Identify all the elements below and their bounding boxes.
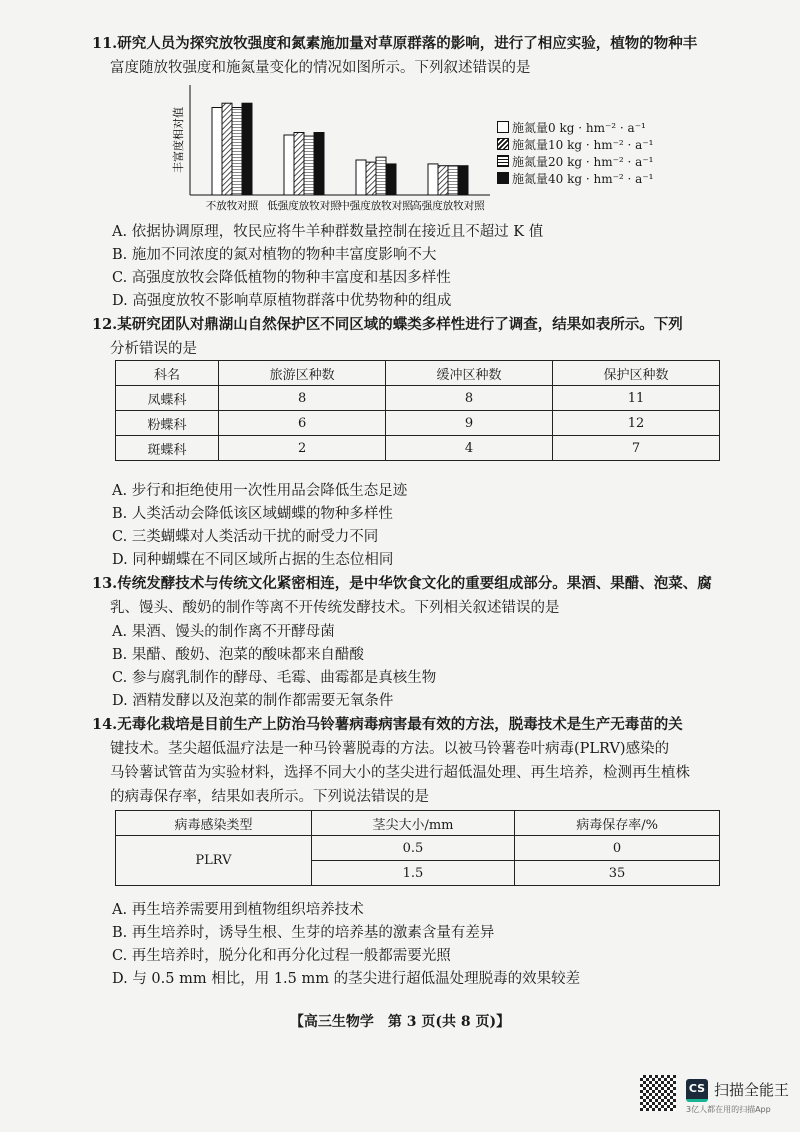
tagline: 3亿人都在用的扫描App xyxy=(686,1105,771,1114)
option: A. 步行和拒绝使用一次性用品会降低生态足迹 xyxy=(112,483,408,499)
bar xyxy=(448,166,458,195)
option: B. 施加不同浓度的氮对植物的物种丰富度影响不大 xyxy=(112,247,437,263)
option: D. 酒精发酵以及泡菜的制作都需要无氧条件 xyxy=(112,693,394,709)
option: A. 再生培养需要用到植物组织培养技术 xyxy=(112,902,364,918)
legend-item: 施氮量40 kg · hm⁻² · a⁻¹ xyxy=(497,170,653,187)
bar xyxy=(366,162,376,195)
option: C. 高强度放牧会降低植物的物种丰富度和基因多样性 xyxy=(112,270,451,286)
option: D. 高强度放牧不影响草原植物群落中优势物种的组成 xyxy=(112,293,452,309)
table-row: 1.5 35 xyxy=(116,861,720,886)
q13-stem: 13.传统发酵技术与传统文化紧密相连，是中华饮食文化的重要组成部分。果酒、果醋、泡菜、腐 xyxy=(92,575,712,592)
q14-stem: 的病毒保存率，结果如表所示。下列说法错误的是 xyxy=(110,789,429,805)
qr-code-icon xyxy=(640,1075,676,1111)
table-row: 粉蝶科 6 9 12 xyxy=(116,411,720,436)
q12-stem: 分析错误的是 xyxy=(110,341,197,357)
bar xyxy=(386,164,396,195)
option: C. 再生培养时，脱分化和再分化过程一般都需要光照 xyxy=(112,948,451,964)
table-row: PLRV 0.5 0 xyxy=(116,836,720,861)
option: A. 依据协调原理，牧民应将牛羊种群数量控制在接近且不超过 K 值 xyxy=(112,224,544,240)
q14-stem: 14.无毒化栽培是目前生产上防治马铃薯病毒病害最有效的方法，脱毒技术是生产无毒苗的关 xyxy=(92,716,683,733)
x-tick-label: 中强度放牧对照 xyxy=(339,200,413,212)
option: D. 与 0.5 mm 相比，用 1.5 mm 的茎尖进行超低温处理脱毒的效果较差 xyxy=(112,971,581,987)
bar xyxy=(212,108,222,196)
option: B. 人类活动会降低该区域蝴蝶的物种多样性 xyxy=(112,506,393,522)
x-tick-label: 高强度放牧对照 xyxy=(411,200,485,212)
bar xyxy=(356,160,366,195)
q13-stem: 乳、馒头、酸奶的制作等离不开传统发酵技术。下列相关叙述错误的是 xyxy=(110,600,560,616)
camscanner-logo-icon: CS xyxy=(686,1079,708,1102)
bar xyxy=(222,103,232,195)
bar xyxy=(376,157,386,195)
option: A. 果酒、馒头的制作离不开酵母菌 xyxy=(112,624,335,640)
legend-item: 施氮量0 kg · hm⁻² · a⁻¹ xyxy=(497,119,646,136)
brand-text: 扫描全能王 xyxy=(714,1081,790,1099)
q11-stem: 11.研究人员为探究放牧强度和氮素施加量对草原群落的影响，进行了相应实验，植物的物种丰 xyxy=(92,35,698,52)
bar xyxy=(304,136,314,195)
bar xyxy=(232,108,242,196)
q12-table: 科名 旅游区种数 缓冲区种数 保护区种数 凤蝶科 8 8 11 粉蝶科 6 9 12 斑蝶科 2 4 7 xyxy=(115,360,720,461)
bar xyxy=(428,164,438,195)
bar xyxy=(294,133,304,196)
bar xyxy=(458,166,468,195)
x-tick-label: 不放牧对照 xyxy=(205,200,259,212)
q14-stem: 马铃薯试管苗为实验材料，选择不同大小的茎尖进行超低温处理、再生培养，检测再生植株 xyxy=(110,765,690,781)
table-row: 斑蝶科 2 4 7 xyxy=(116,436,720,461)
bar xyxy=(242,103,252,195)
option: D. 同种蝴蝶在不同区域所占据的生态位相同 xyxy=(112,552,394,568)
legend-item: 施氮量10 kg · hm⁻² · a⁻¹ xyxy=(497,136,653,153)
bar xyxy=(438,166,448,195)
option: B. 再生培养时，诱导生根、生芽的培养基的激素含量有差异 xyxy=(112,925,495,941)
option: C. 参与腐乳制作的酵母、毛霉、曲霉都是真核生物 xyxy=(112,670,437,686)
q11-bar-chart xyxy=(170,85,490,215)
q14-stem: 键技术。茎尖超低温疗法是一种马铃薯脱毒的方法。以被马铃薯卷叶病毒(PLRV)感染的 xyxy=(110,741,670,757)
legend-item: 施氮量20 kg · hm⁻² · a⁻¹ xyxy=(497,153,653,170)
page-footer: 【高三生物学 第 3 页(共 8 页)】 xyxy=(289,1014,511,1030)
table-row: 凤蝶科 8 8 11 xyxy=(116,386,720,411)
q14-table: 病毒感染类型 茎尖大小/mm 病毒保存率/% PLRV 0.5 0 1.5 35 xyxy=(115,810,720,886)
x-tick-label: 低强度放牧对照 xyxy=(267,200,341,212)
q11-stem: 富度随放牧强度和施氮量变化的情况如图所示。下列叙述错误的是 xyxy=(110,60,531,76)
option: C. 三类蝴蝶对人类活动干扰的耐受力不同 xyxy=(112,529,379,545)
y-axis-label: 丰富度相对值 xyxy=(172,107,185,173)
q12-stem: 12.某研究团队对鼎湖山自然保护区不同区域的蝶类多样性进行了调查，结果如表所示。下列 xyxy=(92,316,683,333)
option: B. 果醋、酸奶、泡菜的酸味都来自醋酸 xyxy=(112,647,364,663)
bar xyxy=(314,133,324,196)
bar xyxy=(284,135,294,195)
